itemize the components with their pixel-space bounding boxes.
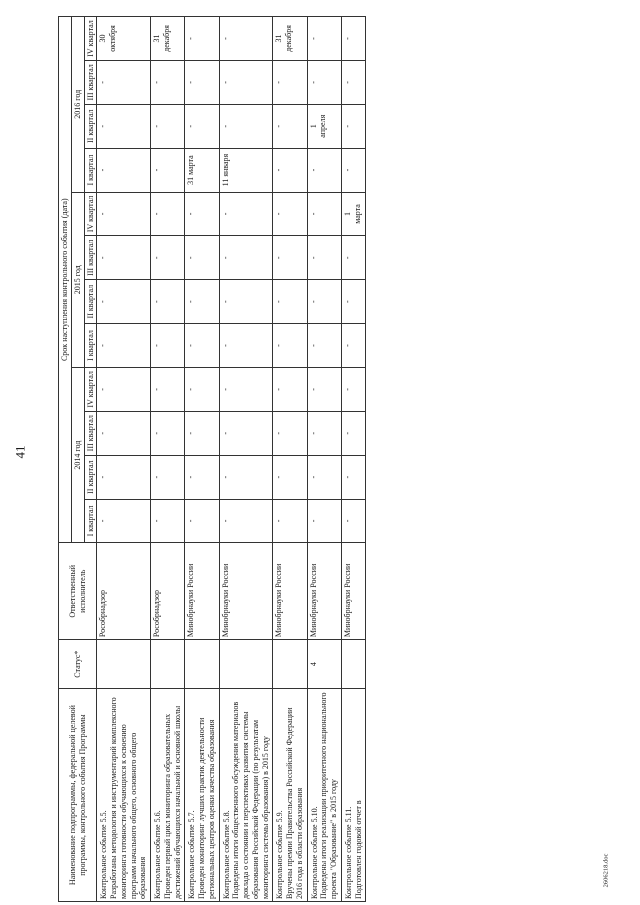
date-cell: -: [307, 367, 341, 411]
header-quarter: IV квартал: [84, 17, 97, 61]
header-quarter: III квартал: [84, 60, 97, 104]
date-cell: -: [219, 236, 273, 280]
date-cell: -: [97, 148, 151, 192]
executor-cell: Рособрнадзор: [151, 543, 185, 640]
status-cell: [341, 640, 366, 689]
date-cell: -: [185, 236, 219, 280]
date-cell: -: [151, 236, 185, 280]
date-cell: -: [307, 499, 341, 543]
date-cell: 31 декабря: [151, 17, 185, 61]
date-cell: -: [273, 411, 307, 455]
date-cell: -: [185, 499, 219, 543]
footer-doc-code: [586, 840, 626, 900]
date-cell: -: [273, 455, 307, 499]
date-cell: -: [307, 411, 341, 455]
date-cell: -: [341, 367, 366, 411]
date-cell: -: [273, 104, 307, 148]
date-cell: -: [307, 192, 341, 236]
date-cell: -: [341, 104, 366, 148]
table-row: [97, 17, 151, 902]
date-cell: -: [185, 192, 219, 236]
header-year-2016: 2016 год: [71, 17, 84, 193]
date-cell: -: [185, 455, 219, 499]
date-cell: -: [341, 236, 366, 280]
date-cell: -: [219, 280, 273, 324]
status-cell: 4: [307, 640, 341, 689]
status-cell: [219, 640, 273, 689]
date-cell: -: [97, 280, 151, 324]
date-cell: -: [341, 60, 366, 104]
table-row: [273, 17, 307, 902]
date-cell: -: [151, 499, 185, 543]
date-cell: -: [219, 411, 273, 455]
page-number: [0, 436, 40, 468]
header-quarter: IV квартал: [84, 367, 97, 411]
date-cell: -: [219, 324, 273, 368]
date-cell: 31 марта: [185, 148, 219, 192]
date-cell: -: [97, 192, 151, 236]
date-cell: -: [273, 367, 307, 411]
status-cell: [97, 640, 151, 689]
status-cell: [151, 640, 185, 689]
date-cell: -: [97, 499, 151, 543]
date-cell: 11 января: [219, 148, 273, 192]
date-cell: -: [151, 324, 185, 368]
date-cell: -: [341, 17, 366, 61]
rotated-page: [58, 16, 582, 902]
date-cell: -: [307, 60, 341, 104]
table-row: [219, 17, 273, 902]
status-cell: [273, 640, 307, 689]
date-cell: -: [151, 192, 185, 236]
date-cell: -: [307, 148, 341, 192]
control-events-table: [58, 16, 366, 902]
date-cell: -: [97, 236, 151, 280]
header-quarter: III квартал: [84, 411, 97, 455]
status-cell: [185, 640, 219, 689]
header-quarter: II квартал: [84, 455, 97, 499]
header-name: Наименование подпрограммы, федеральной целевой программы, контрольного события Программы: [59, 689, 97, 902]
executor-cell: Рособрнадзор: [97, 543, 151, 640]
header-quarter: I квартал: [84, 499, 97, 543]
date-cell: 30 октября: [97, 17, 151, 61]
date-cell: -: [185, 367, 219, 411]
date-cell: -: [185, 104, 219, 148]
executor-cell: Минобрнауки России: [273, 543, 307, 640]
footer-doc-code-text: 2606218.doc: [602, 853, 610, 887]
date-cell: -: [185, 280, 219, 324]
date-cell: -: [273, 236, 307, 280]
date-cell: 1 марта: [341, 192, 366, 236]
date-cell: -: [219, 17, 273, 61]
date-cell: -: [219, 455, 273, 499]
date-cell: -: [341, 324, 366, 368]
date-cell: -: [151, 411, 185, 455]
header-dates: Срок наступления контрольного события (дата): [59, 17, 72, 543]
table-row: [341, 17, 366, 902]
date-cell: -: [219, 499, 273, 543]
date-cell: -: [97, 455, 151, 499]
date-cell: -: [273, 280, 307, 324]
date-cell: -: [97, 367, 151, 411]
date-cell: 1 апреля: [307, 104, 341, 148]
date-cell: -: [97, 324, 151, 368]
header-quarter: II квартал: [84, 280, 97, 324]
date-cell: -: [307, 236, 341, 280]
date-cell: -: [151, 280, 185, 324]
date-cell: 31 декабря: [273, 17, 307, 61]
header-row-1: [59, 17, 72, 902]
date-cell: -: [307, 455, 341, 499]
page-number-text: 41: [12, 445, 27, 459]
date-cell: -: [151, 104, 185, 148]
header-executor: Ответственный исполнитель: [59, 543, 97, 640]
header-quarter: I квартал: [84, 148, 97, 192]
date-cell: -: [307, 280, 341, 324]
date-cell: -: [185, 324, 219, 368]
event-cell: Контрольное событие 5.7. Проведен мониторинг лучших практик деятельности региональных центров оценки качества образования: [185, 689, 219, 902]
date-cell: -: [273, 499, 307, 543]
table-row: [307, 17, 341, 902]
header-status: Статус*: [59, 640, 97, 689]
event-cell: Контрольное событие 5.10. Подведены итоги реализации приоритетного национального проекта "Образование" в 2015 году: [307, 689, 341, 902]
event-cell: Контрольное событие 5.5. Разработаны методология и инструментарий комплексного мониторинга готовности обучающихся к освоению программ начального общего, основного общего образования: [97, 689, 151, 902]
date-cell: -: [341, 411, 366, 455]
table-row: [185, 17, 219, 902]
date-cell: -: [307, 324, 341, 368]
executor-cell: Минобрнауки России: [307, 543, 341, 640]
date-cell: -: [185, 60, 219, 104]
date-cell: -: [219, 192, 273, 236]
date-cell: -: [97, 60, 151, 104]
date-cell: -: [151, 148, 185, 192]
date-cell: -: [219, 60, 273, 104]
date-cell: -: [307, 17, 341, 61]
date-cell: -: [341, 280, 366, 324]
date-cell: -: [151, 367, 185, 411]
header-year-2014: 2014 год: [71, 367, 84, 542]
header-quarter: II квартал: [84, 104, 97, 148]
event-cell: Контрольное событие 5.9. Вручены премии Правительства Российской Федерации 2016 года в области образования: [273, 689, 307, 902]
date-cell: -: [97, 411, 151, 455]
date-cell: -: [151, 455, 185, 499]
date-cell: -: [341, 148, 366, 192]
date-cell: -: [185, 411, 219, 455]
date-cell: -: [341, 499, 366, 543]
event-cell: Контрольное событие 5.11. Подготовлен годовой отчет в: [341, 689, 366, 902]
date-cell: -: [341, 455, 366, 499]
date-cell: -: [219, 367, 273, 411]
date-cell: -: [151, 60, 185, 104]
date-cell: -: [273, 60, 307, 104]
event-cell: Контрольное событие 5.8. Подведены итоги общественного обсуждения материалов доклада о состоянии и перспективах развития системы образования Российской Федерации (по результатам мониторинга системы образования) в 2015 году: [219, 689, 273, 902]
date-cell: -: [97, 104, 151, 148]
event-cell: Контрольное событие 5.6. Проведен первый цикл мониторинга образовательных достижений обучающихся начальной и основной школы: [151, 689, 185, 902]
date-cell: -: [273, 324, 307, 368]
header-quarter: III квартал: [84, 236, 97, 280]
executor-cell: Минобрнауки России: [185, 543, 219, 640]
date-cell: -: [273, 148, 307, 192]
executor-cell: Минобрнауки России: [341, 543, 366, 640]
header-quarter: I квартал: [84, 324, 97, 368]
header-year-2015: 2015 год: [71, 192, 84, 367]
table-row: [151, 17, 185, 902]
header-quarter: IV квартал: [84, 192, 97, 236]
date-cell: -: [185, 17, 219, 61]
date-cell: -: [273, 192, 307, 236]
executor-cell: Минобрнауки России: [219, 543, 273, 640]
date-cell: -: [219, 104, 273, 148]
